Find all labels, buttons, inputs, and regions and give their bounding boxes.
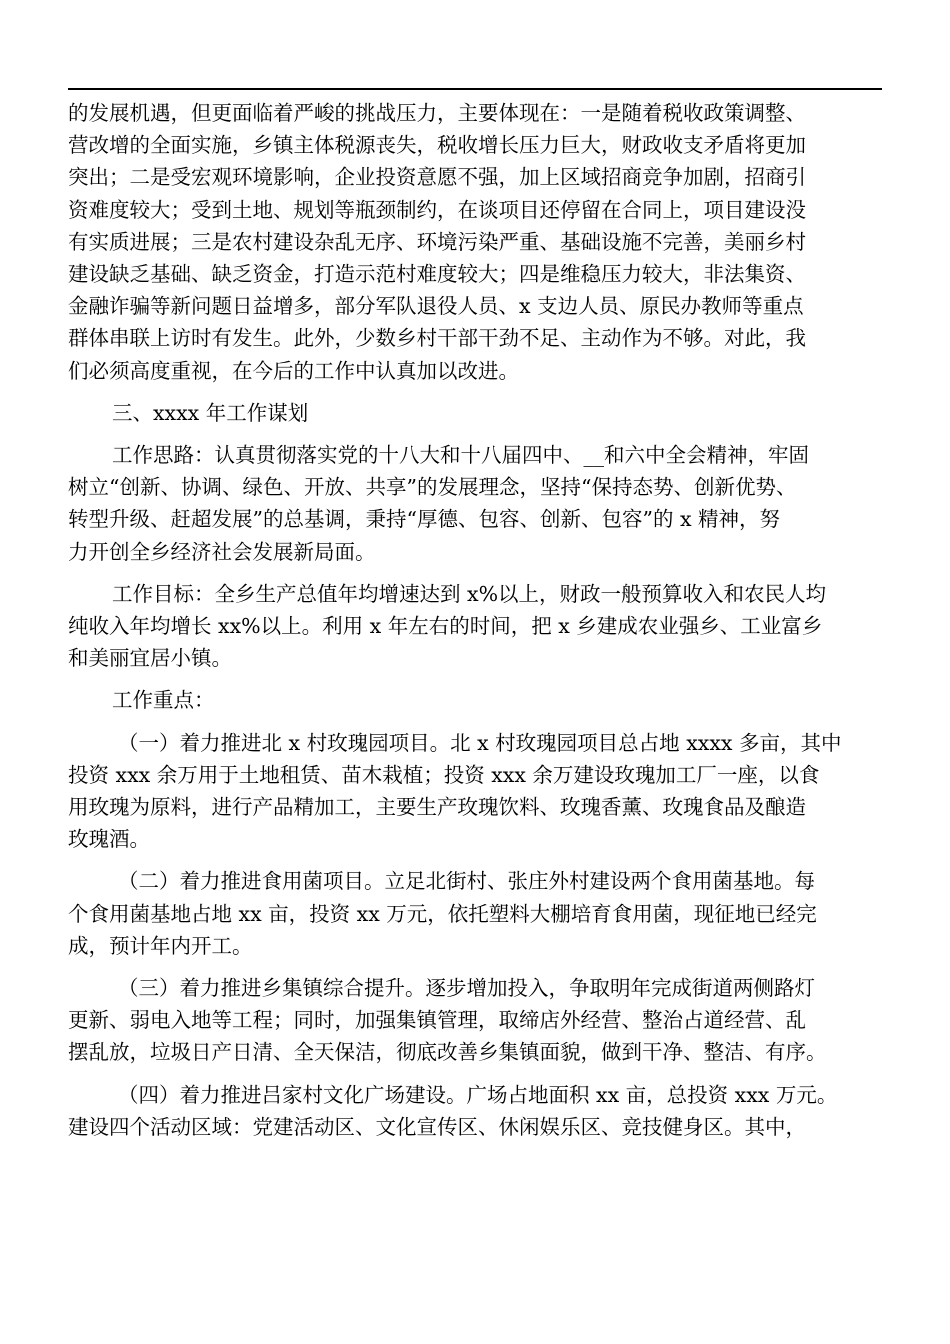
paragraph-item-4 (68, 1079, 882, 1143)
text-line: 个食用菌基地占地 xx 亩，投资 xx 万元，依托塑料大棚培育食用菌，现征地已经完 (68, 901, 817, 926)
header-rule (68, 88, 882, 90)
text-line: 投资 xxx 余万用于土地租赁、苗木栽植；投资 xxx 余万建设玫瑰加工厂一座，以食 (68, 762, 820, 787)
text-line: 群体串联上访时有发生。此外，少数乡村干部干劲不足、主动作为不够。对此，我 (68, 326, 806, 351)
paragraph-item-3 (68, 972, 882, 1069)
paragraph-work-approach (68, 439, 882, 568)
heading-line: 三、xxxx 年工作谋划 (112, 400, 309, 425)
text-line: 们必须高度重视，在今后的工作中认真加以改进。 (68, 358, 519, 383)
text-line: 有实质进展；三是农村建设杂乱无序、环境污染严重、基础设施不完善，美丽乡村 (68, 229, 806, 254)
paragraph-work-goals (68, 578, 882, 675)
document-body (68, 97, 882, 1143)
section-heading (68, 397, 882, 429)
paragraph-work-focus (68, 684, 882, 716)
text-line: 和美丽宜居小镇。 (68, 646, 232, 671)
text-line: 资难度较大；受到土地、规划等瓶颈制约，在谈项目还停留在合同上，项目建设没 (68, 197, 806, 222)
text-line: 用玫瑰为原料，进行产品精加工，主要生产玫瑰饮料、玫瑰香薰、玫瑰食品及酿造 (68, 795, 806, 820)
text-line: 建设缺乏基础、缺乏资金，打造示范村难度较大；四是维稳压力较大，非法集资、 (68, 262, 806, 287)
text-line: 工作思路：认真贯彻落实党的十八大和十八届四中、__和六中全会精神，牢固 (112, 443, 809, 468)
text-line: （四）着力推进吕家村文化广场建设。广场占地面积 xx 亩，总投资 xxx 万元。 (118, 1082, 838, 1107)
text-line: 金融诈骗等新问题日益增多，部分军队退役人员、x 支边人员、原民办教师等重点 (68, 294, 804, 319)
text-line: 突出；二是受宏观环境影响，企业投资意愿不强，加上区域招商竞争加剧，招商引 (68, 165, 806, 190)
text-line: （三）着力推进乡集镇综合提升。逐步增加投入，争取明年完成街道两侧路灯 (118, 976, 815, 1001)
text-line: 成，预计年内开工。 (68, 933, 253, 958)
text-line: 营改增的全面实施，乡镇主体税源丧失，税收增长压力巨大，财政收支矛盾将更加 (68, 133, 806, 158)
text-line: 建设四个活动区域：党建活动区、文化宣传区、休闲娱乐区、竞技健身区。其中， (68, 1114, 806, 1139)
text-line: 工作目标：全乡生产总值年均增速达到 x%以上，财政一般预算收入和农民人均 (112, 581, 827, 606)
paragraph-item-2 (68, 865, 882, 962)
text-line: 树立“创新、协调、绿色、开放、共享”的发展理念，坚持“保持态势、创新优势、 (68, 475, 797, 500)
text-line: 摆乱放，垃圾日产日清、全天保洁，彻底改善乡集镇面貌，做到干净、整洁、有序。 (68, 1040, 827, 1065)
text-line: 更新、弱电入地等工程；同时，加强集镇管理，取缔店外经营、整治占道经营、乱 (68, 1008, 806, 1033)
text-line: 转型升级、赶超发展”的总基调，秉持“厚德、包容、创新、包容”的 x 精神，努 (68, 507, 781, 532)
text-line: （二）着力推进食用菌项目。立足北街村、张庄外村建设两个食用菌基地。每 (118, 869, 815, 894)
text-line: 纯收入年均增长 xx%以上。利用 x 年左右的时间，把 x 乡建成农业强乡、工业富乡 (68, 614, 823, 639)
text-line: （一）着力推进北 x 村玫瑰园项目。北 x 村玫瑰园项目总占地 xxxx 多亩，其中 (118, 730, 842, 755)
text-line: 玫瑰酒。 (68, 827, 150, 852)
paragraph-challenges (68, 97, 882, 387)
text-line: 力开创全乡经济社会发展新局面。 (68, 539, 376, 564)
text-line: 的发展机遇，但更面临着严峻的挑战压力，主要体现在：一是随着税收政策调整、 (68, 101, 806, 125)
text-line: 工作重点： (112, 688, 215, 713)
paragraph-item-1 (68, 727, 882, 856)
